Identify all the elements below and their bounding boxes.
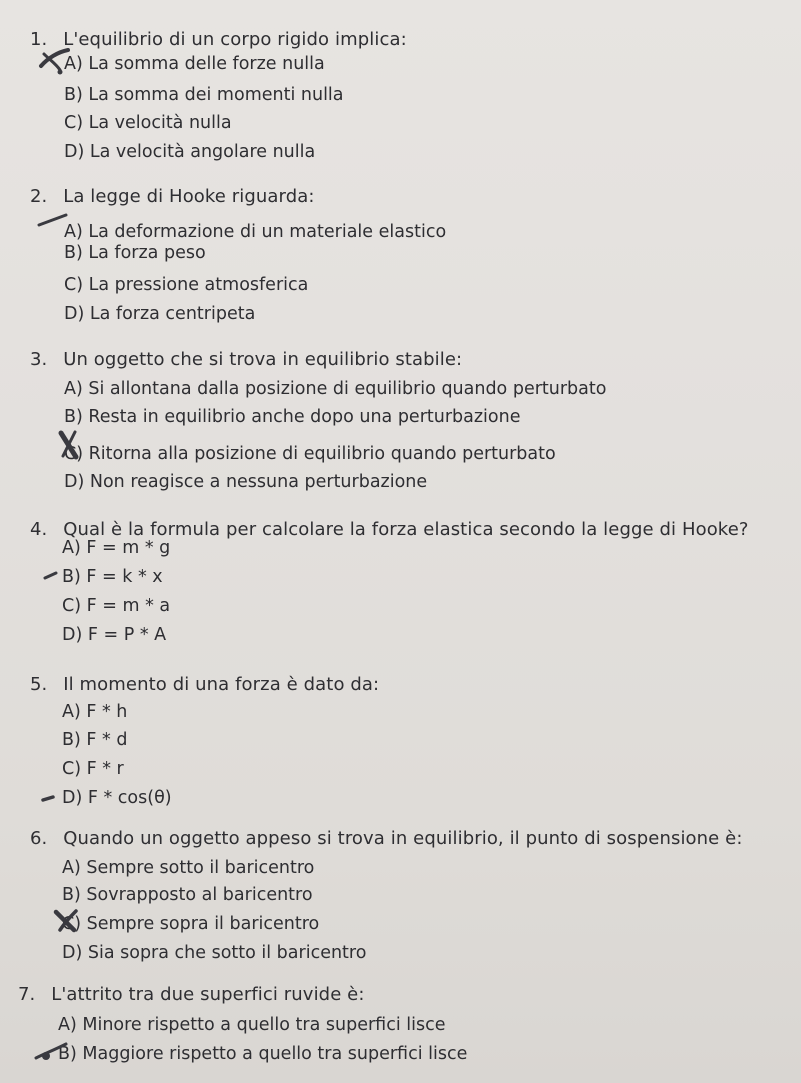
question-1-option-c[interactable]: C) La velocità nulla <box>64 113 232 133</box>
question-4-option-b[interactable]: B) F = k * x <box>62 567 163 587</box>
question-3-option-b[interactable]: B) Resta in equilibrio anche dopo una perturbazione <box>64 407 521 427</box>
question-5-title <box>30 674 379 696</box>
question-7-title <box>18 984 365 1006</box>
question-6-number: 6. <box>30 828 48 849</box>
question-1-option-a[interactable]: A) La somma delle forze nulla <box>64 54 325 74</box>
question-4-option-a[interactable]: A) F = m * g <box>62 538 171 558</box>
question-7-number: 7. <box>18 984 36 1005</box>
question-3-option-c[interactable]: C) Ritorna alla posizione di equilibrio quando perturbato <box>64 444 556 464</box>
question-3-option-a[interactable]: A) Si allontana dalla posizione di equilibrio quando perturbato <box>64 379 607 399</box>
question-5-number: 5. <box>30 674 48 695</box>
question-3-number: 3. <box>30 349 48 370</box>
pen-tick-icon <box>42 568 60 582</box>
pen-tick-icon <box>40 791 58 805</box>
question-4-option-d[interactable]: D) F = P * A <box>62 625 167 645</box>
question-7-option-a[interactable]: A) Minore rispetto a quello tra superfici lisce <box>58 1015 446 1035</box>
question-4-text: Qual è la formula per calcolare la forza elastica secondo la legge di Hooke? <box>63 519 749 540</box>
question-4-number: 4. <box>30 519 48 540</box>
question-4-option-c[interactable]: C) F = m * a <box>62 596 171 616</box>
question-2-option-a[interactable]: A) La deformazione di un materiale elastico <box>64 222 447 242</box>
question-3-option-d[interactable]: D) Non reagisce a nessuna perturbazione <box>64 472 428 492</box>
question-7-text: L'attrito tra due superfici ruvide è: <box>51 984 365 1005</box>
question-3-text: Un oggetto che si trova in equilibrio stabile: <box>63 349 463 370</box>
question-2-option-c[interactable]: C) La pressione atmosferica <box>64 275 309 295</box>
question-1-title <box>30 29 407 51</box>
question-7-option-b[interactable]: B) Maggiore rispetto a quello tra superfici lisce <box>58 1044 468 1064</box>
question-5-option-c[interactable]: C) F * r <box>62 759 124 779</box>
question-2-option-b[interactable]: B) La forza peso <box>64 243 206 263</box>
question-5-text: Il momento di una forza è dato da: <box>63 674 380 695</box>
question-1-option-d[interactable]: D) La velocità angolare nulla <box>64 142 316 162</box>
question-1-number: 1. <box>30 29 48 50</box>
question-5-option-b[interactable]: B) F * d <box>62 730 128 750</box>
question-6-option-c[interactable]: C) Sempre sopra il baricentro <box>62 914 320 934</box>
question-1-option-b[interactable]: B) La somma dei momenti nulla <box>64 85 344 105</box>
question-6-text: Quando un oggetto appeso si trova in equilibrio, il punto di sospensione è: <box>63 828 743 849</box>
question-3-title <box>30 349 462 371</box>
question-2-number: 2. <box>30 186 48 207</box>
question-6-option-a[interactable]: A) Sempre sotto il baricentro <box>62 858 315 878</box>
question-2-title <box>30 186 315 208</box>
question-6-title <box>30 828 743 850</box>
question-2-option-d[interactable]: D) La forza centripeta <box>64 304 256 324</box>
question-5-option-d[interactable]: D) F * cos(θ) <box>62 788 172 808</box>
question-6-option-d[interactable]: D) Sia sopra che sotto il baricentro <box>62 943 367 963</box>
question-6-option-b[interactable]: B) Sovrapposto al baricentro <box>62 885 313 905</box>
question-1-text: L'equilibrio di un corpo rigido implica: <box>63 29 407 50</box>
question-2-text: La legge di Hooke riguarda: <box>63 186 315 207</box>
question-5-option-a[interactable]: A) F * h <box>62 702 128 722</box>
